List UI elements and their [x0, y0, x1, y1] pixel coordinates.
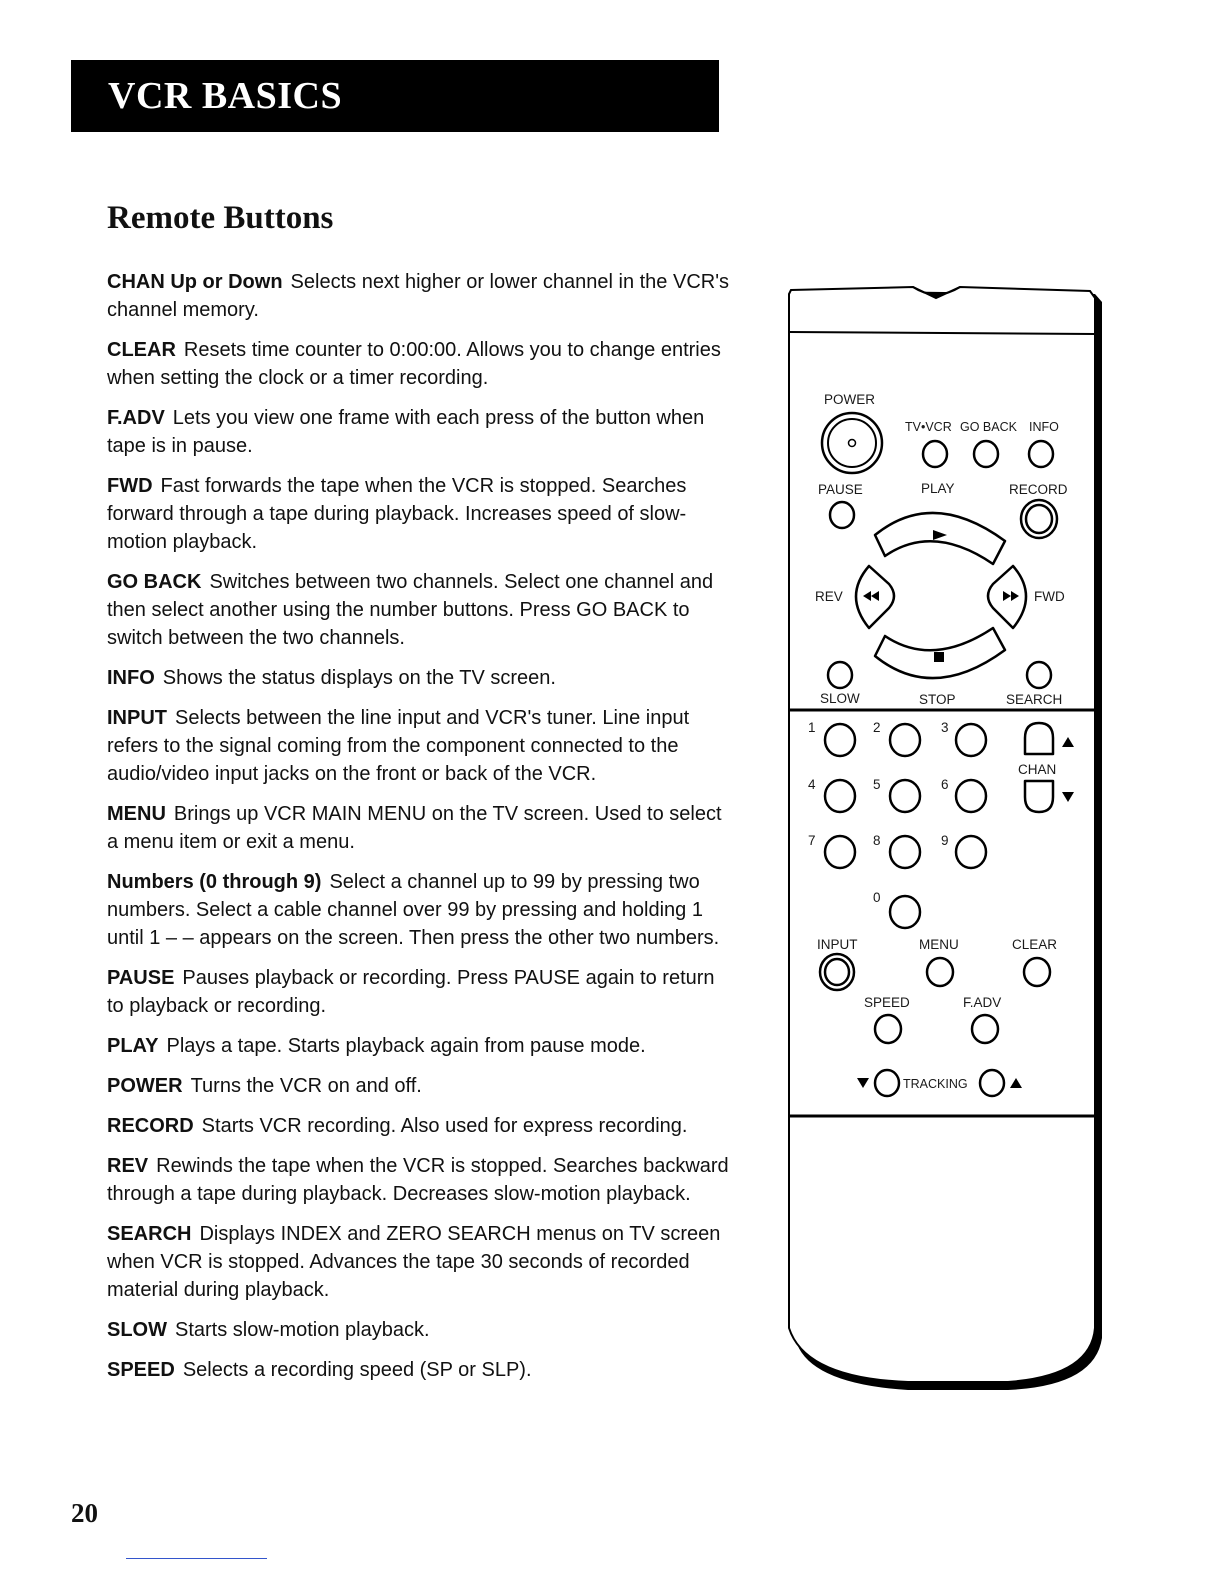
entry-menu — [107, 800, 732, 856]
number-button-6[interactable] — [956, 780, 986, 812]
search-button[interactable] — [1027, 662, 1051, 688]
entry-term: MENU — [107, 803, 166, 825]
entry-numbers — [107, 868, 732, 952]
entry-description: Selects next higher or lower channel in the VCR's channel memory. — [107, 271, 730, 321]
entry-term: CLEAR — [107, 339, 176, 361]
entry-term: RECORD — [107, 1115, 194, 1137]
entry-description: Selects between the line input and VCR's tuner. Line input refers to the signal coming from the component connected to the audio/video input jacks on the front or back of the VCR. — [107, 707, 690, 785]
number-label-2: 2 — [873, 720, 881, 735]
number-label-4: 4 — [808, 777, 816, 792]
button-descriptions — [107, 268, 732, 1396]
entry-description: Fast forwards the tape when the VCR is stopped. Searches forward through a tape during playback. Increases speed of slow-motion playback. — [107, 475, 687, 553]
number-label-3: 3 — [941, 720, 949, 735]
chan-label: CHAN — [1018, 762, 1057, 777]
entry-description: Displays INDEX and ZERO SEARCH menus on TV screen when VCR is stopped. Advances the tape 30 seconds of recorded material during playback. — [107, 1223, 721, 1301]
number-label-8: 8 — [873, 833, 881, 848]
entry-rev — [107, 1152, 732, 1208]
entry-description: Switches between two channels. Select one channel and then select another using the number buttons. Press GO BACK to switch between the two channels. — [107, 571, 714, 649]
entry-clear — [107, 336, 732, 392]
entry-term: CHAN Up or Down — [107, 271, 283, 293]
entry-term: PLAY — [107, 1035, 159, 1057]
clear-label: CLEAR — [1012, 937, 1058, 952]
section-header-bar — [71, 60, 719, 132]
footer-rule — [126, 1558, 267, 1559]
entry-term: INFO — [107, 667, 155, 689]
entry-f-adv — [107, 404, 732, 460]
number-label-6: 6 — [941, 777, 949, 792]
input-label: INPUT — [817, 937, 858, 952]
entry-record — [107, 1112, 732, 1140]
page-number: 20 — [71, 1498, 98, 1528]
tracking-down-button[interactable] — [875, 1070, 899, 1096]
tv-vcr-label: TV•VCR — [905, 420, 952, 434]
info-button[interactable] — [1029, 441, 1053, 467]
menu-button[interactable] — [927, 958, 953, 986]
power-button[interactable] — [822, 413, 882, 473]
entry-go-back — [107, 568, 732, 652]
entry-term: SEARCH — [107, 1223, 192, 1245]
record-label: RECORD — [1009, 482, 1068, 497]
entry-description: Turns the VCR on and off. — [190, 1075, 422, 1097]
input-button[interactable] — [820, 954, 854, 990]
number-button-5[interactable] — [890, 780, 920, 812]
entry-info — [107, 664, 732, 692]
speed-label: SPEED — [864, 995, 910, 1010]
f-adv-button[interactable] — [972, 1015, 998, 1043]
number-button-2[interactable] — [890, 724, 920, 756]
entry-description: Shows the status displays on the TV screen. — [162, 667, 556, 689]
number-label-7: 7 — [808, 833, 816, 848]
stop-label: STOP — [919, 692, 956, 707]
go-back-label: GO BACK — [960, 420, 1017, 434]
info-label: INFO — [1029, 420, 1059, 434]
number-label-5: 5 — [873, 777, 881, 792]
entry-play — [107, 1032, 732, 1060]
search-label: SEARCH — [1006, 692, 1063, 707]
entry-input — [107, 704, 732, 788]
number-button-7[interactable] — [825, 836, 855, 868]
entry-pause — [107, 964, 732, 1020]
entry-description: Rewinds the tape when the VCR is stopped. Searches backward through a tape during playback. Decreases slow-motion playback. — [107, 1155, 729, 1205]
entry-description: Selects a recording speed (SP or SLP). — [182, 1359, 532, 1381]
number-button-0[interactable] — [890, 896, 920, 928]
entry-term: FWD — [107, 475, 153, 497]
entry-description: Pauses playback or recording. Press PAUSE again to return to playback or recording. — [107, 967, 715, 1017]
entry-term: Numbers (0 through 9) — [107, 871, 322, 893]
entry-description: Lets you view one frame with each press of the button when tape is in pause. — [107, 407, 705, 457]
entry-term: SLOW — [107, 1319, 167, 1341]
entry-speed — [107, 1356, 732, 1384]
entry-term: SPEED — [107, 1359, 175, 1381]
entry-description: Starts VCR recording. Also used for express recording. — [201, 1115, 688, 1137]
entry-power — [107, 1072, 732, 1100]
number-label-9: 9 — [941, 833, 949, 848]
f-adv-label: F.ADV — [963, 995, 1002, 1010]
entry-description: Brings up VCR MAIN MENU on the TV screen. Used to select a menu item or exit a menu. — [107, 803, 722, 853]
entry-slow — [107, 1316, 732, 1344]
entry-chan — [107, 268, 732, 324]
entry-term: REV — [107, 1155, 149, 1177]
menu-label: MENU — [919, 937, 959, 952]
number-label-0: 0 — [873, 890, 881, 905]
remote-illustration — [783, 278, 1113, 1396]
page-title: Remote Buttons — [107, 200, 334, 236]
tracking-label: TRACKING — [903, 1077, 968, 1091]
tv-vcr-button[interactable] — [923, 441, 947, 467]
entry-term: POWER — [107, 1075, 183, 1097]
go-back-button[interactable] — [974, 441, 998, 467]
clear-button[interactable] — [1024, 958, 1050, 986]
record-button[interactable] — [1021, 500, 1057, 538]
fwd-label: FWD — [1034, 589, 1065, 604]
rev-label: REV — [815, 589, 843, 604]
number-button-9[interactable] — [956, 836, 986, 868]
number-button-8[interactable] — [890, 836, 920, 868]
entry-description: Plays a tape. Starts playback again from pause mode. — [166, 1035, 646, 1057]
number-button-3[interactable] — [956, 724, 986, 756]
pause-label: PAUSE — [818, 482, 863, 497]
power-label: POWER — [824, 392, 876, 407]
slow-button[interactable] — [828, 662, 852, 688]
section-header-title: VCR BASICS — [108, 75, 343, 117]
entry-term: PAUSE — [107, 967, 175, 989]
number-label-1: 1 — [808, 720, 816, 735]
stop-icon — [934, 652, 944, 662]
entry-description: Starts slow-motion playback. — [175, 1319, 430, 1341]
entry-fwd — [107, 472, 732, 556]
slow-label: SLOW — [820, 691, 860, 706]
number-button-1[interactable] — [825, 724, 855, 756]
entry-description: Resets time counter to 0:00:00. Allows you to change entries when setting the clock or a timer recording. — [107, 339, 721, 389]
entry-term: INPUT — [107, 707, 167, 729]
entry-term: F.ADV — [107, 407, 165, 429]
pause-button[interactable] — [830, 502, 854, 528]
number-button-4[interactable] — [825, 780, 855, 812]
entry-description: Select a channel up to 99 by pressing two numbers. Select a cable channel over 99 by pressing and holding 1 until 1 – – appears on the screen. Then press the other two numbers. — [107, 871, 720, 949]
entry-term: GO BACK — [107, 571, 202, 593]
tracking-up-button[interactable] — [980, 1070, 1004, 1096]
entry-search — [107, 1220, 732, 1304]
play-label: PLAY — [921, 481, 955, 496]
speed-button[interactable] — [875, 1015, 901, 1043]
